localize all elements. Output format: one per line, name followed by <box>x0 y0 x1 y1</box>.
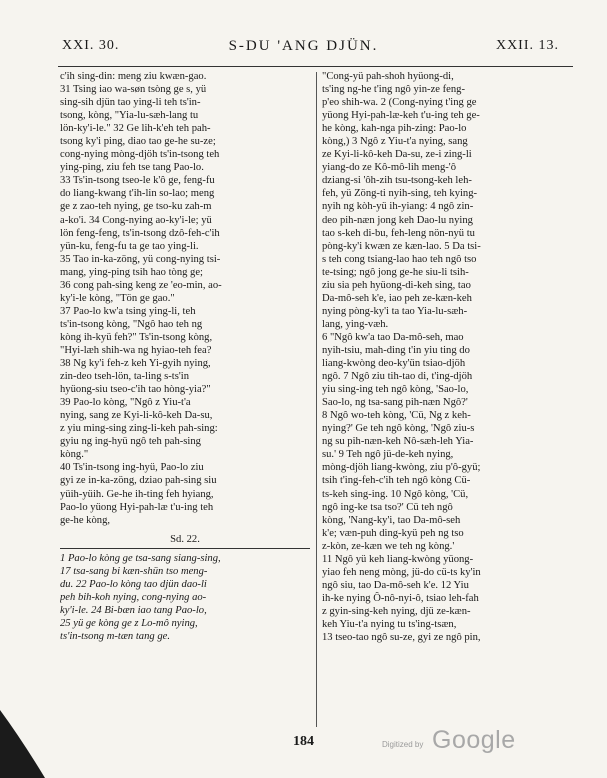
text-line: 36 cong pah-sing keng ze 'eo-min, ao- <box>60 279 222 291</box>
summary-line: du. 22 Pao-lo kòng tao djün dao-li <box>60 578 207 590</box>
text-line: ih-ke nying Ô-nô-nyi-ô, tsiao leh-fah <box>322 592 479 604</box>
text-line: 35 Tao in-ka-zöng, yü cong-nying tsi- <box>60 253 221 265</box>
text-line: tsih t'ing-feh-c'ih teh ngô kòng Cü- <box>322 475 471 487</box>
text-line: do liang-kwang t'ih-lin so-lao; meng <box>60 188 215 200</box>
text-line: ng su pih-næn-keh Nô-sæh-leh Yia- <box>322 436 474 448</box>
text-line: a-ko'i. 34 Cong-nying ao-ky'i-le; yü <box>60 214 212 226</box>
text-line: nying?' Ge teh ngô kòng, 'Ngô ziu-s <box>322 423 475 435</box>
text-line: Sao-lo, ng tsa-sang pih-næn Ngô?' <box>322 397 468 409</box>
text-line: 8 Ngô wo-teh kòng, 'Cü, Ng z keh- <box>322 410 471 422</box>
text-line: "Hyi-læh shih-wa ng hyiao-teh fea? <box>60 344 212 356</box>
text-line: p'eo shih-wa. 2 (Cong-nying t'ing ge <box>322 97 477 109</box>
text-line: ge-he kòng, <box>60 514 111 526</box>
chapter-verse-left: XXI. 30. <box>62 38 120 53</box>
text-line: ge z zao-teh nying, ge tso-ku zah-m <box>60 201 212 213</box>
text-line: pòng-ky'i kwæn ze kæn-lao. 5 Da tsi- <box>322 240 481 252</box>
text-line: c'ih sing-din: meng ziu kwæn-gao. <box>60 71 207 82</box>
text-line: z-kòn, ze-kæn we teh ng kòng.' <box>322 540 455 552</box>
text-line: he kòng, kah-nga pih-zing: Pao-lo <box>322 123 467 135</box>
text-line: nyih-tsiu, mah-ding t'in yiu ting do <box>322 344 470 356</box>
digitized-by-text: Digitized by <box>382 740 424 749</box>
text-line: 39 Pao-lo kòng, "Ngô z Yiu-t'a <box>60 397 191 409</box>
left-column <box>60 70 310 643</box>
text-line: ngô. 7 Ngô ziu tih-tao di, t'ing-djöh <box>322 371 473 383</box>
text-line: tsong, kòng, "Yia-lu-sæh-lang tu <box>60 110 199 122</box>
text-line: sing-sih djün tao ying-li teh ts'in- <box>60 97 201 109</box>
text-line: gyiu ng ing-hyü ngô teh pah-sing <box>60 436 201 448</box>
text-line: nying, sang ze Kyi-li-kô-keh Da-su, <box>60 410 213 422</box>
text-line: s teh cong tsiang-lao hao teh ngô tso <box>322 253 477 265</box>
text-line: kòng ih-kyü feh?" Ts'in-tsong kòng, <box>60 331 213 343</box>
summary-line: 25 yü ge kòng ge z Lo-mô nying, <box>60 617 198 629</box>
text-line: lön feng-feng, ts'in-tsong dzô-feh-c'ih <box>60 227 220 239</box>
google-watermark-logo: Google <box>432 726 516 754</box>
summary-line: peh bih-koh nying, cong-nying ao- <box>60 591 207 603</box>
text-line: su.' 9 Teh ngô jü-de-keh nying, <box>322 449 454 461</box>
text-line: yiu sing-ing teh ngô kòng, 'Sao-lo, <box>322 384 469 396</box>
text-line: ts-keh sing-ing. 10 Ngô kòng, 'Cü, <box>322 488 469 500</box>
text-line: lön-ky'i-le." 32 Ge lih-k'eh teh pah- <box>60 123 211 135</box>
text-line: mang, ying-ping tsih hao tòng ge; <box>60 266 204 278</box>
text-line: kòng, 'Nang-ky'i, tao Da-mô-seh <box>322 514 461 526</box>
text-line: kòng,) 3 Ngô z Yiu-t'a nying, sang <box>322 136 468 148</box>
text-line: "Cong-yü pah-shoh hyüong-di, <box>322 71 454 82</box>
chapter-verse-right: XXII. 13. <box>495 38 559 53</box>
page-corner-shadow <box>0 700 60 778</box>
text-line: yiang-do ze Kô-mô-lih meng-'ô <box>322 162 456 174</box>
text-line: ying-ping, ziu feh tse tang Pao-lo. <box>60 162 204 174</box>
running-title: S-DU 'ANG DJÜN. <box>228 38 379 54</box>
text-line: ziu sia peh hyüong-di-keh sing, tao <box>322 279 471 291</box>
text-line: yüih-yüih. Ge-he ih-ting feh hyiang, <box>60 488 214 500</box>
summary-line: 17 tsa-sang bi kæn-shün tso meng- <box>60 565 208 577</box>
text-line: mòng-djöh liang-kwòng, ziu p'ô-gyü; <box>322 462 481 474</box>
section-heading: Sd. 22. <box>170 533 200 545</box>
text-line: zin-deo tseh-lön, ta-ling s-ts'in <box>60 371 190 383</box>
text-line: keh Yiu-t'a nying tu ts'ing-tsæn, <box>322 618 457 630</box>
text-line: ts'ing ng-he t'ing ngô yin-ze feng- <box>322 84 465 96</box>
text-line: ngô ing-ke tsa tso?' Cü teh ngô <box>322 501 453 513</box>
text-line: liang-kwòng deo-ky'ün tsiao-djöh <box>322 358 466 370</box>
text-line: yün-ku, feng-fu ta ge tao ying-li. <box>60 240 199 252</box>
text-line: k'e; væn-puh ding-kyü peh ng tso <box>322 527 464 539</box>
text-line: nyih ng kòh-yü ih-yiang: 4 ngô zin- <box>322 201 474 213</box>
section-rule <box>60 548 310 549</box>
text-line: 33 Ts'in-tsong tseo-le k'ô ge, feng-fu <box>60 175 215 187</box>
text-line: gyi ze in-ka-zöng, dziao pah-sing siu <box>60 475 217 487</box>
text-line: 40 Ts'in-tsong ing-hyü, Pao-lo ziu <box>60 462 204 474</box>
text-line: 11 Ngô yü keh liang-kwòng yüong- <box>322 553 474 565</box>
text-line: 37 Pao-lo kw'a tsing ying-li, teh <box>60 305 196 317</box>
text-line: ze Kyi-li-kô-keh Da-su, ze-i zing-li <box>322 149 472 161</box>
text-line: z gyin-sing-keh nying, djü ze-kæn- <box>322 605 471 617</box>
text-line: 38 Ng ky'i feh-z keh Yi-gyih nying, <box>60 358 211 370</box>
text-line: 31 Tsing iao wa-søn tsòng ge s, yü <box>60 84 207 96</box>
right-column <box>322 70 572 644</box>
text-line: ky'i-le kòng, "Tön ge gao." <box>60 292 175 304</box>
summary-line: ts'in-tsong m-tæn tang ge. <box>60 630 170 642</box>
text-line: ts'in-tsong kòng, "Ngô hao teh ng <box>60 318 203 330</box>
text-line: feh, yü Zöng-ti nyih-sing, teh kying- <box>322 188 478 200</box>
text-line: z yiu ming-sing zing-li-keh pah-sing: <box>60 423 218 435</box>
text-line: tsong ky'i ping, diao tao ge-he su-ze; <box>60 136 216 148</box>
text-line: lang, ying-væh. <box>322 318 389 330</box>
text-line: nying pòng-ky'i ta tao Yia-lu-sæh- <box>322 305 468 317</box>
text-line: cong-nying mòng-djöh ts'in-tsong teh <box>60 149 220 161</box>
text-line: kòng." <box>60 449 89 461</box>
page-number: 184 <box>293 734 314 749</box>
summary-line: ky'i-le. 24 Bi-bæn iao tang Pao-lo, <box>60 604 207 616</box>
text-line: hyüong-siu tseo-c'ih tao hòng-yia?" <box>60 384 211 396</box>
text-line: ngô siu, tao Da-mô-seh k'e. 12 Yiu <box>322 579 469 591</box>
text-line: te-tsing; ngô jong ge-he siu-li tsih- <box>322 266 469 278</box>
text-line: 13 tseo-tao ngô su-ze, gyi ze ngô pin, <box>322 632 481 644</box>
summary-line: 1 Pao-lo kòng ge tsa-sang siang-sing, <box>60 552 221 564</box>
column-divider <box>316 72 317 727</box>
text-line: 6 "Ngô kw'a tao Da-mô-seh, mao <box>322 331 464 343</box>
header-rule <box>58 66 573 67</box>
text-line: Da-mô-seh k'e, iao peh ze-kæn-keh <box>322 292 472 304</box>
text-line: yüong Hyi-pah-læ-keh t'u-ing teh ge- <box>322 110 480 122</box>
text-line: yiao feh neng mòng, jü-do cü-ts ky'in <box>322 566 481 578</box>
text-line: tao s-keh di-bu, feh-leng nön-nyü tu <box>322 227 475 239</box>
text-line: dziang-si 'ôh-zih tsu-tsong-keh leh- <box>322 175 472 187</box>
text-line: Pao-lo yüong Hyi-pah-læ t'u-ing teh <box>60 501 214 513</box>
text-line: deo pih-næn jong keh Dao-lu nying <box>322 214 473 226</box>
